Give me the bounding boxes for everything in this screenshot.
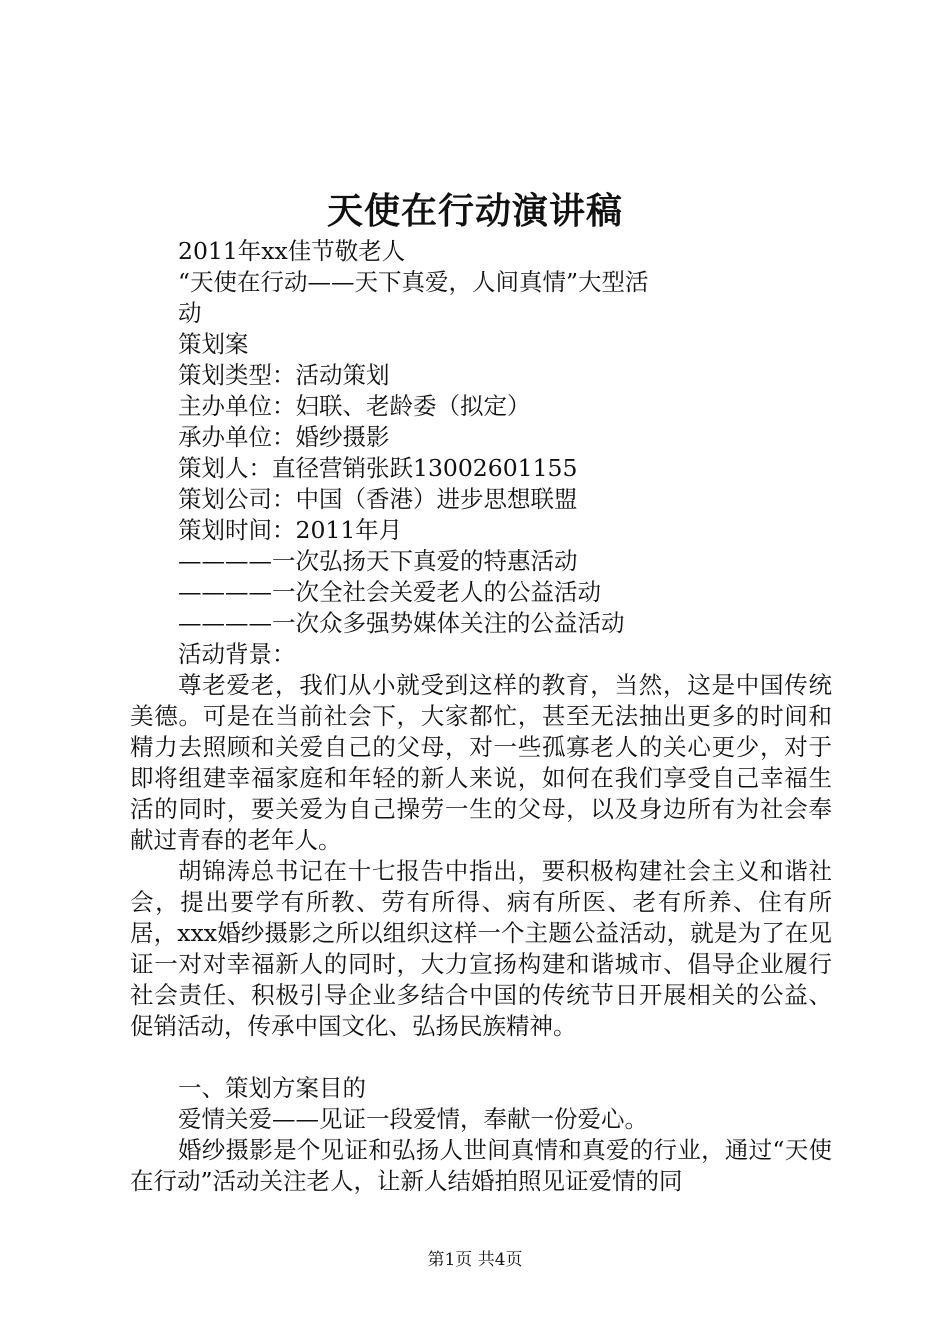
header-line: 策划公司：中国（香港）进步思想联盟 — [178, 485, 578, 513]
section-heading: 活动背景： — [178, 640, 296, 668]
section-subheading: 爱情关爱——见证一段爱情，奉献一份爱心。 — [178, 1105, 648, 1133]
document-title: 天使在行动演讲稿 — [326, 190, 623, 232]
header-line: 策划时间：2011年月 — [178, 516, 403, 544]
header-line: “天使在行动——天下真爱，人间真情”大型活 — [178, 268, 649, 296]
header-line: 2011年xx佳节敬老人 — [178, 237, 406, 265]
header-line: ————一次弘扬天下真爱的特惠活动 — [178, 547, 578, 575]
section-heading: 一、策划方案目的 — [178, 1074, 366, 1102]
header-line: 主办单位：妇联、老龄委（拟定） — [178, 392, 531, 420]
paragraph-purpose: 婚纱摄影是个见证和弘扬人世间真情和真爱的行业，通过“天使在行动”活动关注老人，让新人结婚拍照见证爱情的同 — [130, 1136, 832, 1195]
header-line: 动 — [178, 299, 202, 327]
paragraph-background: 尊老爱老，我们从小就受到这样的教育，当然，这是中国传统美德。可是在当前社会下，大家都忙，甚至无法抽出更多的时间和精力去照顾和关爱自己的父母，对一些孤寡老人的关心更少，对于即将组建幸福家庭和年轻的新人来说，如何在我们享受自己幸福生活的同时，要关爱为自己操劳一生的父母，以及身边所有为社会奉献过青春的老年人。 — [130, 671, 832, 854]
paragraph-policy: 胡锦涛总书记在十七报告中指出，要积极构建社会主义和谐社会，提出要学有所教、劳有所得、病有所医、老有所养、住有所居，xxx婚纱摄影之所以组织这样一个主题公益活动，就是为了在见证一对对幸福新人的同时，大力宣扬构建和谐城市、倡导企业履行社会责任、积极引导企业多结合中国的传统节日开展相关的公益、促销活动，传承中国文化、弘扬民族精神。 — [130, 857, 832, 1040]
header-line: 策划类型：活动策划 — [178, 361, 390, 389]
header-line: ————一次全社会关爱老人的公益活动 — [178, 578, 601, 606]
header-line: 承办单位：婚纱摄影 — [178, 423, 390, 451]
header-line: 策划人：直径营销张跃13002601155 — [178, 454, 578, 482]
header-line: ————一次众多强势媒体关注的公益活动 — [178, 609, 625, 637]
header-line: 策划案 — [178, 330, 249, 358]
page-number: 第1页 共4页 — [427, 1250, 523, 1270]
